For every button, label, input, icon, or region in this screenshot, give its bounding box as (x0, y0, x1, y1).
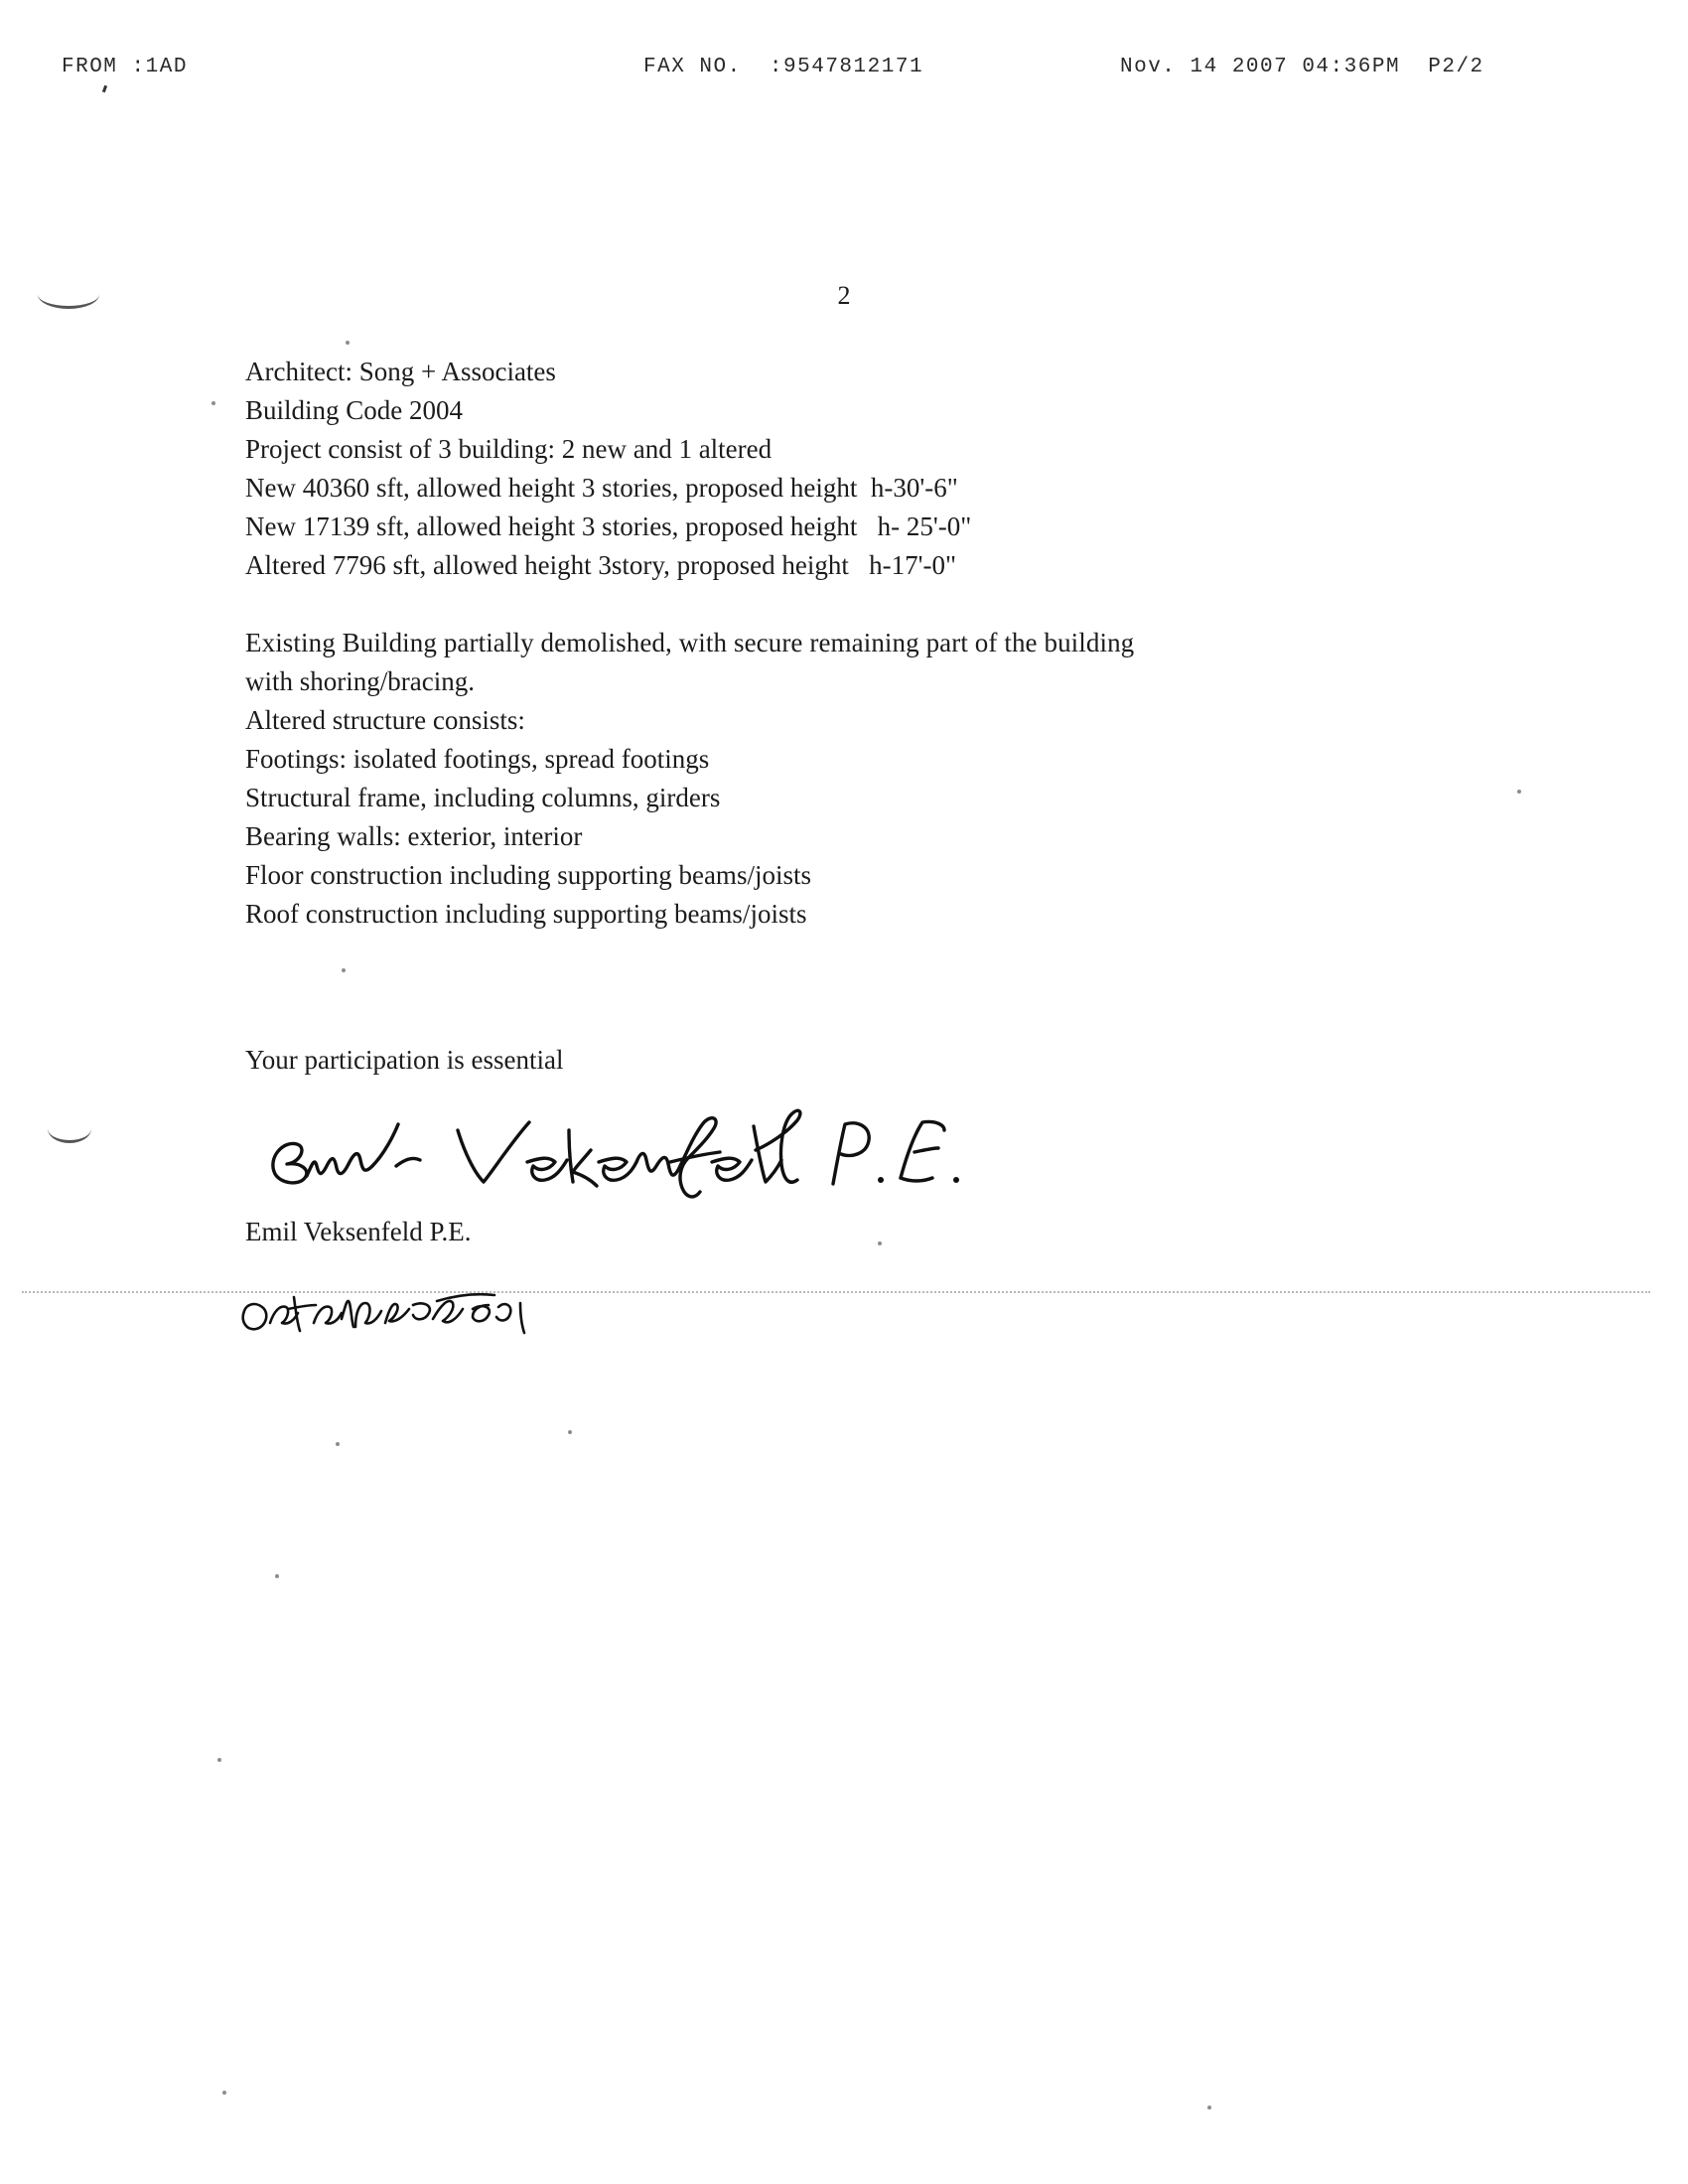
scope-line: Roof construction including supporting beams/joists (245, 899, 807, 929)
section-spacer (245, 934, 1417, 1041)
scan-speckle (222, 2091, 226, 2095)
project-detail-line: Architect: Song + Associates (245, 357, 556, 386)
scope-line: Floor construction including supporting beams/joists (245, 860, 811, 890)
scan-speckle (211, 401, 215, 405)
handwritten-date-icon (238, 1283, 596, 1343)
project-detail-line: Project consist of 3 building: 2 new and 1 altered (245, 434, 773, 464)
scan-speckle (1517, 790, 1521, 794)
fax-timestamp-label: Nov. 14 2007 04:36PM P2/2 (1120, 56, 1484, 78)
scope-description-block (245, 624, 1417, 934)
fax-header (0, 56, 1688, 95)
scope-line: Altered structure consists: (245, 705, 525, 735)
project-detail-line: New 40360 sft, allowed height 3 stories, proposed height h-30'-6" (245, 473, 958, 503)
scan-speckle (275, 1574, 279, 1578)
project-detail-line: New 17139 sft, allowed height 3 stories, proposed height h- 25'-0" (245, 511, 972, 541)
scope-line: Existing Building partially demolished, with secure remaining part of the building (245, 628, 1135, 657)
closing-statement: Your participation is essential (245, 1045, 564, 1075)
scan-speckle (878, 1241, 882, 1245)
page-edge-mark-bottom (48, 1114, 91, 1143)
scan-speckle (336, 1442, 340, 1446)
paragraph-spacer (245, 585, 1417, 624)
fax-number-label: FAX NO. :9547812171 (643, 56, 924, 78)
scan-speckle (342, 968, 346, 972)
project-detail-line: Altered 7796 sft, allowed height 3story, proposed height h-17'-0" (245, 550, 957, 580)
project-details-block (245, 353, 1417, 585)
handwritten-signature-icon (245, 1100, 1000, 1220)
scan-speckle (346, 341, 350, 345)
signature-printed-name: Emil Veksenfeld P.E. (245, 1217, 472, 1246)
handwritten-date-area (238, 1283, 596, 1343)
fax-header-tick-mark (102, 85, 107, 93)
scope-line: with shoring/bracing. (245, 666, 475, 696)
scope-line: Structural frame, including columns, girders (245, 783, 721, 812)
scope-line: Bearing walls: exterior, interior (245, 821, 583, 851)
scope-line: Footings: isolated footings, spread footings (245, 744, 710, 774)
scan-speckle (568, 1430, 572, 1434)
scan-speckle (1207, 2106, 1211, 2110)
document-body (245, 353, 1417, 1080)
project-detail-line: Building Code 2004 (245, 395, 464, 425)
signature-area (245, 1100, 1139, 1220)
fax-from-label: FROM :1AD (62, 56, 188, 78)
page-number: 2 (837, 281, 851, 310)
scan-speckle (217, 1758, 221, 1762)
